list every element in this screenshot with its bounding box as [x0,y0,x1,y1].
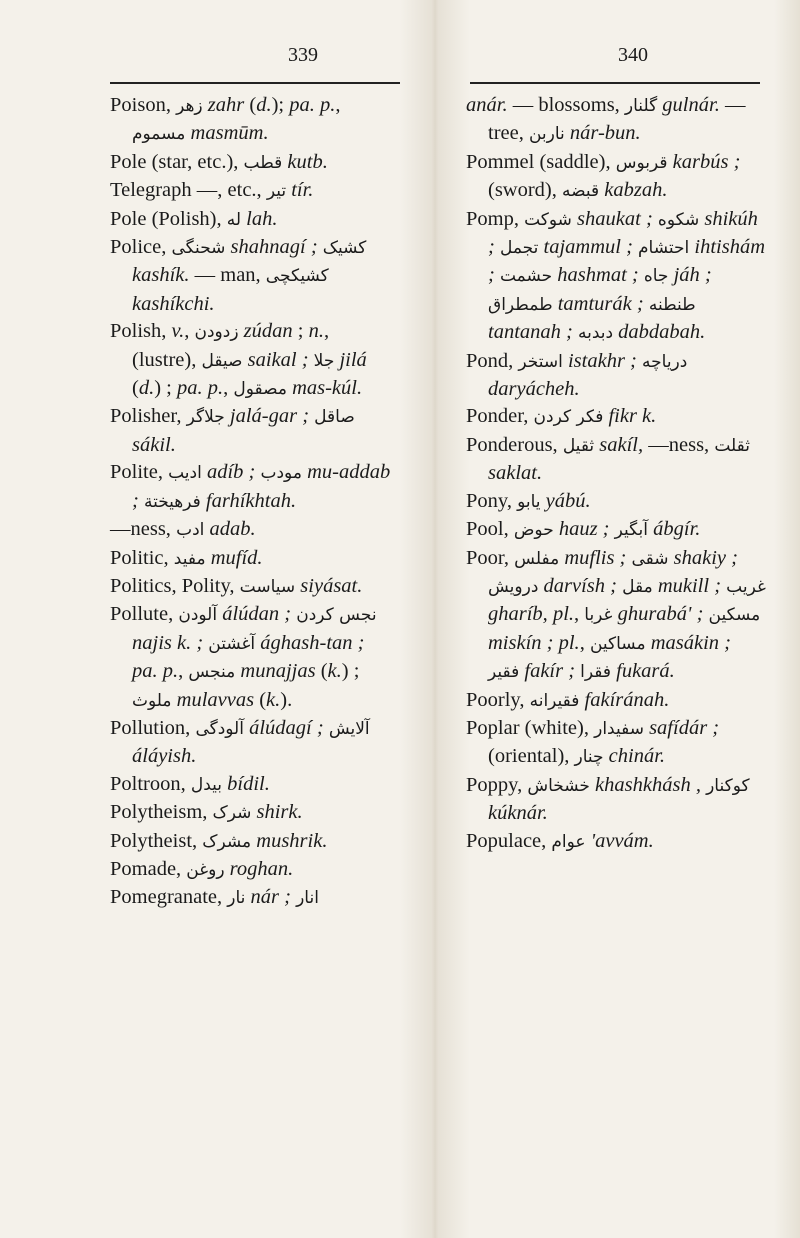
entry-text: Poor, [466,546,515,569]
transliteration: safídár ; [643,716,720,739]
persian-word: احتشام [638,238,690,259]
transliteration: kúknár. [488,802,548,825]
transliteration: shahnagí ; [225,236,323,259]
persian-word: آلودگی [195,718,244,739]
transliteration: kashíkchi. [132,292,215,315]
entry-text: — tree, [488,94,746,145]
page-number-right: 340 [618,44,648,66]
persian-word: طمطراق [488,294,553,315]
persian-word: ناربن [528,124,565,145]
transliteration: áláyish. [132,745,197,768]
transliteration: mulavvas [171,688,255,711]
transliteration: ághash-tan ; [255,631,365,654]
dictionary-entry [110,318,394,403]
entry-text: Poplar (white), [466,716,595,739]
persian-word: فقيرانه [529,690,580,711]
persian-word: روغن [186,859,225,880]
persian-word: درويش [488,576,539,597]
entry-text: Telegraph —, etc., [110,179,267,202]
entry-text: Ponderous, [466,433,563,456]
dictionary-entry [110,828,394,856]
transliteration: ihtishám ; [488,236,766,287]
transliteration: ghurabá' ; [612,603,709,626]
persian-word: انار [296,888,319,909]
dictionary-column-left [110,92,394,913]
persian-word: ثقيل [562,435,595,456]
persian-word: اديب [168,463,202,484]
entry-text: Pole (Polish), [110,207,227,230]
entry-text: — man, [189,264,266,287]
entry-text: Politics, Polity, [110,574,240,597]
entry-text: ; [292,320,309,343]
persian-word: مفيد [173,548,206,569]
transliteration: hashmat ; [552,264,644,287]
page-edge [774,0,800,1238]
entry-text: Polish, [110,320,172,343]
entry-text: ) ; [154,377,177,400]
persian-word: تير [266,181,287,202]
transliteration: sakíl, [594,433,644,456]
persian-word: قربوس [615,152,668,173]
transliteration: zúdan [238,320,293,343]
transliteration: adab. [204,518,256,541]
transliteration: darvísh ; [538,574,623,597]
dictionary-entry [110,601,394,715]
persian-word: آلودن [178,605,218,626]
dictionary-entry [466,348,766,404]
entry-text: , [178,660,189,683]
dictionary-entry [466,206,766,348]
entry-text: Poltroon, [110,772,191,795]
dictionary-entry [110,771,394,799]
dictionary-entry [110,149,394,177]
header-rule-right [470,82,760,84]
dictionary-entry [466,687,766,715]
transliteration: shirk. [251,801,303,824]
persian-word: درياچه [642,351,688,372]
book-gutter [400,0,470,1238]
entry-text: ( [254,688,267,711]
persian-word: کشيک [322,238,367,259]
transliteration: mushrik. [251,829,328,852]
persian-word: فقير [488,662,520,683]
transliteration: daryácheh. [488,378,580,401]
entry-text: ). [280,688,293,711]
transliteration: fikr k. [603,405,657,428]
persian-word: دبدبه [577,323,614,344]
transliteration: muflis ; [559,546,632,569]
persian-word: جلاگر [186,407,225,428]
entry-text: Pollute, [110,603,179,626]
dictionary-entry [110,856,394,884]
entry-text: ( [315,660,328,683]
persian-word: زدودن [194,322,239,343]
entry-text: Pole (star, etc.), [110,150,244,173]
dictionary-entry [466,772,766,828]
persian-word: مسکين [708,605,761,626]
transliteration: saikal ; [242,348,314,371]
transliteration: fukará. [611,660,675,683]
transliteration: pa. p. [176,377,224,400]
persian-word: فکر کردن [533,407,604,428]
transliteration: roghan. [224,857,294,880]
transliteration: najis k. ; [132,631,209,654]
persian-word: مفلس [514,548,560,569]
persian-word: فقرا [580,662,612,683]
entry-text: , [574,603,585,626]
entry-text: Pomegranate, [110,886,228,909]
transliteration: nár ; [245,886,297,909]
persian-word: فرهيختة [143,491,201,512]
persian-word: قبضه [562,181,600,202]
persian-word: شحنگی [171,238,226,259]
transliteration: gulnár. [657,94,720,116]
entry-text: —ness, [110,518,177,541]
entry-text: ( [244,94,257,116]
persian-word: غريب [726,576,766,597]
transliteration: shaukat ; [571,207,658,230]
transliteration: k. [327,660,342,683]
entry-text: Polytheism, [110,801,213,824]
transliteration: masákin ; [645,631,731,654]
transliteration: kashík. [132,264,190,287]
entry-text: , (lustre), [132,320,330,371]
dictionary-entry [110,573,394,601]
dictionary-entry [110,92,394,149]
entry-text: , [579,631,590,654]
transliteration: mas-kúl. [286,377,363,400]
persian-word: طنطنه [648,294,696,315]
persian-word: مساکين [589,633,646,654]
transliteration: dabdabah. [613,321,706,344]
transliteration: bídil. [222,772,270,795]
transliteration: shikúh ; [488,207,758,259]
transliteration: jáh ; [668,264,712,287]
persian-word: کشيکچی [265,266,329,287]
header-rule-left [110,82,400,84]
persian-word: جاه [643,266,669,287]
dictionary-entry [110,459,394,516]
dictionary-entry [110,403,394,459]
dictionary-entry [466,488,766,516]
transliteration: khashkhásh , [589,773,707,796]
persian-word: مصقول [233,379,287,400]
entry-text: Politic, [110,546,174,569]
transliteration: tamturák ; [552,292,649,315]
dictionary-entry [466,92,766,149]
transliteration: nár-bun. [564,122,641,145]
persian-word: عوام [551,831,586,852]
persian-word: آبگير [614,520,648,541]
transliteration: jalá-gar ; [224,405,315,428]
entry-text: Populace, [466,829,552,852]
persian-word: حوض [513,520,554,541]
persian-word: حشمت [499,266,553,287]
dictionary-entry [466,828,766,856]
persian-word: ادب [176,520,205,541]
entry-text: Polisher, [110,405,187,428]
entry-text: Pond, [466,349,519,372]
transliteration: k. [266,688,281,711]
entry-text: Pony, [466,489,518,512]
dictionary-column-right [466,92,766,856]
transliteration: pa. p. [132,660,179,683]
dictionary-entry [110,799,394,827]
persian-word: تجمل [499,238,539,259]
dictionary-entry [110,234,394,318]
dictionary-entry [110,516,394,544]
transliteration: fakír ; [519,660,581,683]
transliteration: tajammul ; [538,236,639,259]
dictionary-entry [466,715,766,772]
transliteration: mufíd. [205,546,263,569]
entry-text: Pomade, [110,857,187,880]
dictionary-entry [110,177,394,205]
persian-word: شکوه [657,209,700,230]
entry-text: Pomp, [466,207,525,230]
transliteration: saklat. [488,462,543,485]
transliteration: d. [256,94,272,116]
dictionary-entry [466,403,766,431]
transliteration: d. [138,377,155,400]
transliteration: miskín ; [488,631,559,654]
persian-word: شقی [631,548,669,569]
entry-text: Poorly, [466,688,530,711]
entry-text: Pollution, [110,716,196,739]
dictionary-entry [466,545,766,687]
transliteration: lah. [241,207,278,230]
persian-word: صاقل [314,407,355,428]
transliteration: fakíránah. [579,688,670,711]
dictionary-entry [110,545,394,573]
transliteration: gharíb, [488,603,553,626]
page-number-left: 339 [288,44,318,66]
persian-word: استخر [518,351,563,372]
dictionary-entry [466,516,766,544]
persian-word: يابو [517,491,541,512]
transliteration: hauz ; [553,518,615,541]
persian-word: جلا [313,350,335,371]
dictionary-entry [466,432,766,488]
persian-word: مسموم [132,124,186,145]
persian-word: مشرک [202,831,252,852]
transliteration: pl. [552,603,575,626]
transliteration: yábú. [540,489,591,512]
transliteration: álúdagí ; [243,716,329,739]
persian-word: ملوث [132,690,172,711]
transliteration: mu-addab ; [132,461,391,512]
transliteration: siyásat. [295,574,363,597]
entry-text: Pool, [466,518,514,541]
transliteration: masmūm. [185,122,269,145]
transliteration: álúdan ; [217,603,297,626]
transliteration: kabzah. [599,179,668,202]
persian-word: شرک [212,803,252,824]
entry-text: — blossoms, [507,94,625,116]
transliteration: zahr [202,94,245,116]
dictionary-entry [466,149,766,206]
persian-word: آغشتن [208,633,256,654]
dictionary-entry [110,715,394,771]
entry-text: Ponder, [466,405,534,428]
persian-word: له [226,209,242,230]
transliteration: ábgír. [648,518,701,541]
dictionary-entry [110,884,394,912]
entry-text: ); [271,94,290,116]
transliteration: munajjas [235,660,316,683]
entry-text: ( [132,377,139,400]
persian-word: مقل [622,576,653,597]
entry-text: Pommel (saddle), [466,150,616,173]
persian-word: آلايش [328,718,370,739]
persian-word: ثقلت [714,435,750,456]
transliteration: pl. [558,631,580,654]
persian-word: غربا [584,605,613,626]
dictionary-entry [110,206,394,234]
transliteration: v. [171,320,185,343]
transliteration: adíb ; [201,461,261,484]
persian-word: قطب [243,152,283,173]
entry-text: Police, [110,236,172,259]
transliteration: pa. p. [289,94,336,116]
entry-text: Polite, [110,461,169,484]
transliteration: karbús ; [667,150,741,173]
transliteration: n. [308,320,324,343]
transliteration: istakhr ; [562,349,643,372]
persian-word: منجس [188,662,236,683]
transliteration: jilá [334,348,367,371]
transliteration: mukill ; [652,574,727,597]
persian-word: زهر [176,96,203,116]
transliteration: farhíkhtah. [200,489,297,512]
persian-word: نجس کردن [296,605,377,626]
entry-text: , [335,94,341,116]
transliteration: tír. [286,179,314,202]
persian-word: مودب [260,463,302,484]
transliteration: chinár. [603,745,666,768]
persian-word: چنار [574,747,604,768]
entry-text: Poppy, [466,773,528,796]
entry-text: —ness, [643,433,715,456]
entry-text: (sword), [488,179,563,202]
persian-word: خشخاش [527,775,590,796]
persian-word: سفيدار [594,718,644,739]
entry-text: , [184,320,195,343]
transliteration: 'avvám. [585,829,654,852]
transliteration: kutb. [282,150,328,173]
entry-text: (oriental), [488,745,575,768]
transliteration: anár. [466,94,508,116]
persian-word: نار [227,888,246,909]
entry-text: Poison, [110,94,177,116]
transliteration: shakiy ; [668,546,738,569]
transliteration: tantanah ; [488,321,578,344]
transliteration: sákil. [132,433,176,456]
entry-text: Polytheist, [110,829,203,852]
entry-text: ) ; [341,660,360,683]
persian-word: سياست [239,576,296,597]
entry-text: , [223,377,234,400]
persian-word: گلنار [624,96,658,116]
persian-word: کوکنار [706,775,750,796]
persian-word: صيقل [201,350,243,371]
persian-word: بيدل [190,774,223,795]
persian-word: شوکت [524,209,572,230]
